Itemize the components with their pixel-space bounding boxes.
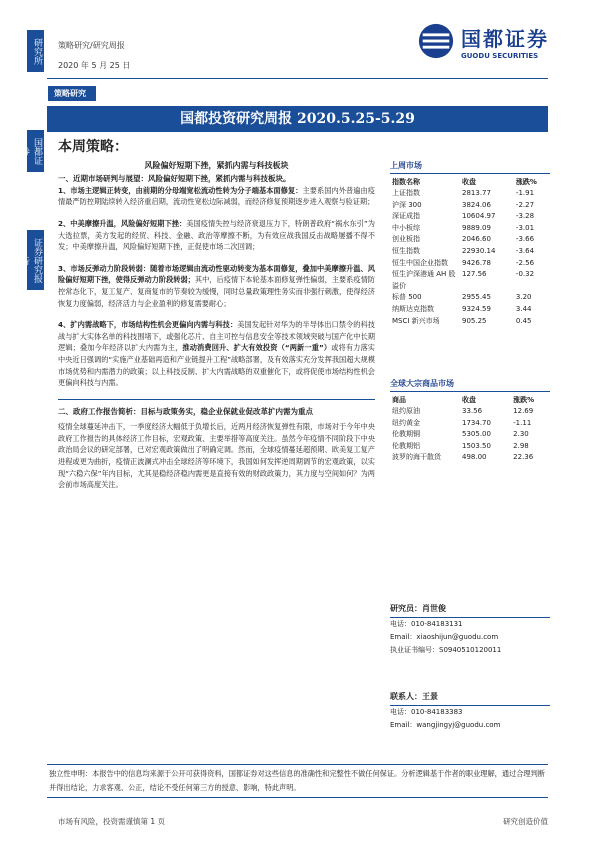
table-cell: -3.28 <box>515 212 535 221</box>
table-cell: 22.36 <box>513 453 534 462</box>
paragraph-4-body-1: 美国发起针对华为的半导体出口禁令的科技战与扩大实体名单的科技围堵下，或强化芯片、自主可控与信息安全等技术领域突破与国产化中长期逻辑；叠加今年经济以扩大内需为主， <box>58 320 375 353</box>
table-row <box>390 452 550 464</box>
main-content <box>58 139 375 501</box>
analyst-name: 肖世俊 <box>422 604 446 613</box>
market-table <box>390 176 550 327</box>
paragraph-3 <box>58 263 375 309</box>
market-title: 上周市场 <box>390 160 550 174</box>
table-cell: 纽约黄金 <box>392 418 420 427</box>
table-cell: -3.66 <box>515 235 535 244</box>
paragraph-1-lead: 1、市场主逻辑正转变，由前期的分母端宽松流动性转为分子端基本面修复： <box>58 185 303 195</box>
table-cell: -2.56 <box>515 258 535 267</box>
side-label-report-type: 证券研究报告 <box>27 230 44 290</box>
commodity-table-header <box>390 394 550 406</box>
commodity-header-close: 收盘 <box>462 396 476 404</box>
paragraph-5: 疫情全球蔓延冲击下，一季度经济大幅低于负增长后，近两月经济恢复弹性有限，市场对于今年中央政府工作报告的具体经济工作目标，宏观政策、主要举措等高度关注。虽然今年疫情不同阶段下中央政治局会议的研定部署，已对宏观政策做出了明确定调。然而，全球疫情蔓延超预期、欧美复工复产进程或更为曲折，疫情正波澜式冲击全球经济等环境下，我国如何发挥逆周期调节的宏观政策，以实现“六稳六保”年内目标，尤其是稳经济稳内需更是直接有效的财政政策力，其力度与空间如何？为两会前市场高度关注。 <box>58 422 375 490</box>
market-header-name: 指数名称 <box>392 178 420 186</box>
table-row <box>390 418 550 430</box>
table-cell: 1734.70 <box>462 418 491 427</box>
table-cell: 3824.06 <box>462 200 491 209</box>
paragraph-3-body: 其中，后疫情下本轮基本面修复弹性偏弱，主要系疫情防控常态化下，复工复产、复商复市的节奏较为缓慢，同时总量政策理性务实而非强行刺激，使得经济恢复力度偏弱，经济活力与企业盈利的修复需要耐心； <box>58 275 375 308</box>
contact-name: 王景 <box>422 692 438 701</box>
footer-left: 市场有风险，投资需谨慎第 1 页 <box>58 817 166 826</box>
table-cell: 1503.50 <box>462 441 491 450</box>
paragraph-4-body-2: 或将有力落实中央近日强调的“实施产业基础再造和产业链提升工程”战略部署，及有效落实充分发挥我国超大规模市场优势和内需潜力的政策；以上科技反制、扩大内需战略的双重催化下，或将促使市场结构性机会更偏向科技与内需。 <box>58 343 375 388</box>
table-cell: 恒生中国企业指数 <box>392 258 448 267</box>
market-header-close: 收盘 <box>462 178 476 186</box>
table-cell: 3.44 <box>515 304 532 313</box>
table-row <box>390 304 550 316</box>
table-cell: 33.56 <box>462 407 483 415</box>
table-cell: 创业板指 <box>392 235 420 244</box>
table-cell: 22930.14 <box>462 246 496 255</box>
table-row <box>390 406 550 418</box>
table-cell: 上证指数 <box>392 189 420 197</box>
table-cell: 伦教期铝 <box>392 441 420 450</box>
table-cell: 12.69 <box>513 407 534 415</box>
commodity-header-change: 涨跌% <box>513 396 535 404</box>
market-panel <box>390 160 550 327</box>
side-label-brand: 国都证券 <box>27 130 44 172</box>
table-cell: 9889.09 <box>462 223 491 232</box>
analyst-block <box>390 602 550 657</box>
table-cell: -0.32 <box>515 270 535 279</box>
table-row <box>390 223 550 235</box>
commodity-header-name: 商品 <box>392 396 406 404</box>
table-cell: -3.01 <box>515 223 535 232</box>
table-row <box>390 292 550 304</box>
strategy-subheading: 风险偏好短期下挫，紧抓内需与科技板块 <box>144 160 289 170</box>
commodity-panel <box>390 378 550 464</box>
table-cell: -3.64 <box>515 246 535 255</box>
paragraph-2-body: 美国疫情失控与经济衰退压力下，特朗普政府“祸水东引”为大选拉票，美方发起的经贸、科技、金融、政治等摩擦不断，为有效应战我国反击战略屡播不得不发；中美摩擦升温，风险偏好短期下挫，正促使市场二次回调； <box>58 218 375 252</box>
analyst-license: 执业证书编号：S0940510120011 <box>390 646 502 654</box>
report-category: 策略研究/研究周报 <box>58 41 125 50</box>
paragraph-2-lead: 2、中美摩擦升温，风险偏好短期下挫： <box>58 218 187 228</box>
contact-block <box>390 690 550 732</box>
logo-cn: 国都证券 <box>461 26 549 51</box>
table-cell: 127.56 <box>462 270 487 279</box>
table-row <box>390 429 550 441</box>
table-cell: -1.11 <box>513 418 532 427</box>
contact-email[interactable]: Email：wangjingyj@guodu.com <box>390 721 501 729</box>
table-row <box>390 269 550 292</box>
paragraph-3-lead: 3、市场反弹动力阶段转弱：随着市场逻辑由流动性驱动转变为基本面修复，叠加中美摩擦升温、风险偏好短期下挫，使得反弹动力阶段转弱； <box>58 263 375 285</box>
table-cell: 905.25 <box>462 316 487 325</box>
paragraph-2 <box>58 218 375 253</box>
table-cell: 0.45 <box>515 316 532 325</box>
footer-right: 研究创造价值 <box>503 817 548 826</box>
contact-name-line <box>390 690 550 706</box>
table-row <box>390 441 550 453</box>
table-cell: 2.98 <box>513 441 529 450</box>
table-row <box>390 258 550 270</box>
contact-phone: 电话：010-84183383 <box>390 708 463 716</box>
analyst-label: 研究员： <box>390 604 422 613</box>
table-cell: 3.20 <box>515 293 532 302</box>
table-row <box>390 188 550 200</box>
table-cell: 10604.97 <box>462 212 496 221</box>
table-cell: 5305.00 <box>462 430 491 439</box>
table-cell: 沪深 300 <box>392 200 422 209</box>
table-row <box>390 316 550 328</box>
paragraph-4 <box>58 319 375 389</box>
paragraph-4-lead: 4、扩内需战略下，市场结构性机会更偏向内需与科技： <box>58 320 238 330</box>
logo-en: GUODU SECURITIES <box>461 51 539 60</box>
table-row <box>390 246 550 258</box>
table-cell: 纽约原油 <box>392 407 420 415</box>
table-cell: 2046.60 <box>462 235 491 244</box>
report-date: 2020 年 5 月 25 日 <box>58 61 131 70</box>
company-logo <box>417 22 549 60</box>
table-cell: 2.30 <box>513 430 529 439</box>
table-cell: 波罗的海干散货 <box>392 453 441 462</box>
table-cell: 9324.59 <box>462 304 491 313</box>
strategy-heading: 本周策略： <box>58 139 128 155</box>
section-divider <box>58 399 375 400</box>
header-divider <box>47 78 548 79</box>
table-cell: 498.00 <box>462 453 487 462</box>
section-2-title: 二、政府工作报告简析：目标与政策务实，稳企业保就业促改革扩内需为重点 <box>58 406 313 416</box>
report-title: 国都投资研究周报 2020.5.25-5.29 <box>47 106 548 132</box>
table-row <box>390 234 550 246</box>
section-tag: 策略研究 <box>48 86 96 101</box>
table-cell: -1.91 <box>515 189 535 197</box>
analyst-email[interactable]: Email：xiaoshijun@guodu.com <box>390 633 499 641</box>
paragraph-1-body: 主要系国内外普遍由疫情最严防控期陆续转入经济重启期，流动性宽松边际减弱，而经济修复预期逐步进入观察与验证期； <box>58 185 375 207</box>
analyst-phone: 电话：010-84183131 <box>390 620 463 628</box>
table-cell: 恒生沪深港通 AH 股溢价 <box>392 270 456 290</box>
table-cell: 2955.45 <box>462 293 491 302</box>
table-cell: MSCI 新兴市场 <box>392 316 440 325</box>
table-cell: -2.27 <box>515 200 535 209</box>
commodity-title: 全球大宗商品市场 <box>390 378 550 392</box>
disclaimer: 独立性申明：本报告中的信息均来源于公开可获得资料，国都证券对这些信息的准确性和完整性不做任何保证。分析逻辑基于作者的职业理解，通过合理判断并得出结论，力求客观、公正，结论不受任何第三方的授意、影响，特此声明。 <box>47 764 548 798</box>
market-header-change: 涨跌% <box>515 178 537 186</box>
table-cell: 2813.77 <box>462 189 491 197</box>
analyst-name-line <box>390 602 550 618</box>
table-row <box>390 211 550 223</box>
table-cell: 9426.78 <box>462 258 491 267</box>
paragraph-1 <box>58 185 375 208</box>
market-table-header <box>390 176 550 188</box>
table-cell: 深证成指 <box>392 212 420 221</box>
table-cell: 标普 500 <box>392 293 422 302</box>
table-row <box>390 200 550 212</box>
logo-mark-icon <box>417 22 455 60</box>
table-cell: 中小板综 <box>392 223 420 232</box>
paragraph-4-emphasis: 推动消费回升、扩大有效投资（“两新一重”） <box>182 343 332 353</box>
table-cell: 伦教期铜 <box>392 430 420 439</box>
table-cell: 恒生指数 <box>392 246 420 255</box>
contact-label: 联系人： <box>390 692 422 701</box>
commodity-table <box>390 394 550 464</box>
table-cell: 纳斯达克指数 <box>392 304 434 313</box>
section-1-title: 一、近期市场研判与展望：风险偏好短期下挫，紧抓内需与科技板块。 <box>58 174 291 184</box>
side-label-research: 研究所 <box>27 30 44 72</box>
